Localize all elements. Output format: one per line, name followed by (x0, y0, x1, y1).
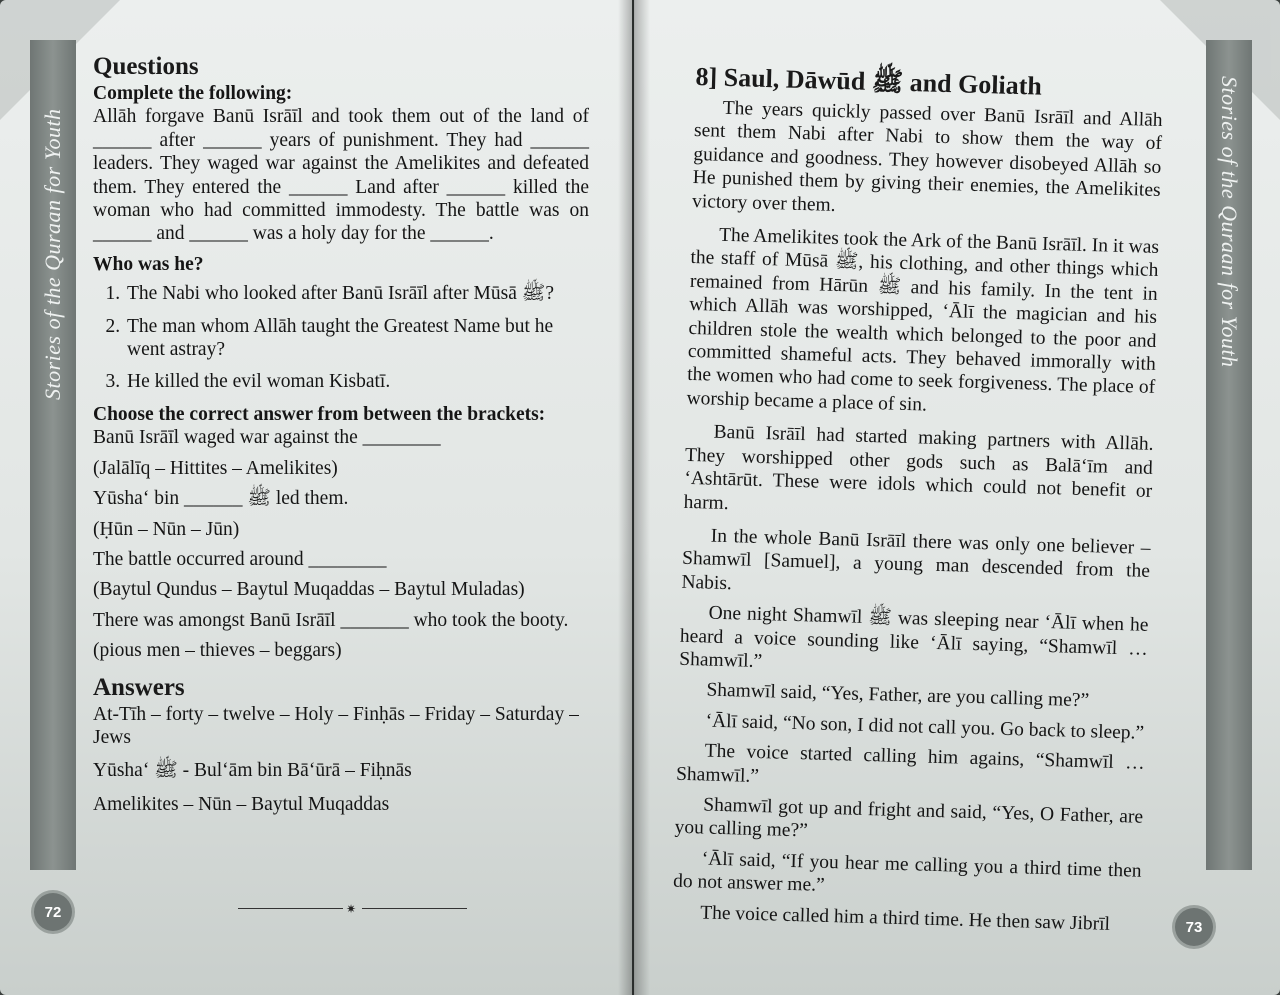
answer-line: At-Tīh – forty – twelve – Holy – Finḥās – Friday – Saturday – Jews (93, 703, 579, 748)
questions-heading: Questions (93, 53, 199, 80)
choose-options: (Jalālīq – Hittites – Amelikites) (93, 457, 338, 479)
page-number-right: 73 (1175, 908, 1213, 946)
side-band-left (30, 40, 76, 870)
paragraph: ‘Ālī said, “No son, I did not call you. Go back to sleep.” (705, 710, 1145, 744)
paragraph: The Amelikites took the Ark of the Banū Isrāīl. In it was the staff of Mūsā ﷺ, his clothing, and other things which remained from Hārūn ﷺ and his family. In the tent in which Allāh was worshipped, ‘Ālī the magician and his children stole the wealth which belonged to the poor and committed shameful acts. They behaved immorally with the women who had come to seek forgiveness. The place of worship became a place of sin. (686, 224, 1160, 416)
answer-line: Yūsha‘ ﷺ - Bul‘ām bin Bā‘ūrā – Fiḥnās (93, 760, 412, 782)
left-page-content (93, 52, 589, 816)
paragraph: In the whole Banū Isrāīl there was only one believer – Shamwīl [Samuel], a young man descended from the Nabis. (681, 525, 1151, 594)
right-page-content (672, 62, 1164, 937)
paragraph: Banū Isrāīl had started making partners with Allāh. They worshipped other gods such as Balā‘īm and ‘Ashtārūt. These were idols which could not benefit or harm. (683, 421, 1154, 514)
who-list (93, 282, 589, 394)
side-band-right (1206, 40, 1252, 870)
paragraph: The voice called him a third time. He then saw Jibrīl (699, 902, 1111, 935)
star-ornament-icon: ✷ (346, 902, 357, 916)
section-divider (238, 903, 474, 915)
book-gutter (618, 0, 650, 995)
running-title: Stories of the Quraan for Youth (1217, 76, 1242, 368)
who-heading: Who was he? (93, 253, 204, 275)
list-item: 1. The Nabi who looked after Banū Isrāīl after Mūsā ﷺ? (125, 282, 589, 305)
paragraph: The years quickly passed over Banū Isrāīl and Allāh sent them Nabi after Nabi to show them the way of guidance and goodness. They however disobeyed Allāh so He punished them by giving their enemies, the Amelikites victory over them. (691, 97, 1163, 216)
paragraph: The voice started calling him agains, “Shamwīl … Shamwīl.” (675, 740, 1145, 787)
complete-text: Allāh forgave Banū Isrāīl and took them out of the land of ______ after ______ years of punishment. They had ______ leaders. They waged war against the Amelikites and defeated them. They entered the ______ Land after ______ killed the woman who had committed immodesty. The battle was on ______ and ______ was a holy day for the ______. (93, 106, 589, 245)
complete-heading: Complete the following: (93, 83, 293, 104)
choose-options: (Baytul Qundus – Baytul Muqaddas – Baytul Muladas) (93, 579, 525, 601)
paragraph: Shamwīl said, “Yes, Father, are you calling me?” (706, 679, 1090, 712)
choose-question: There was amongst Banū Isrāīl _______ who took the booty. (93, 609, 569, 631)
choose-heading: Choose the correct answer from between the brackets: (93, 403, 546, 425)
paragraph: ‘Ālī said, “If you hear me calling you a third time then do not answer me.” (672, 848, 1142, 897)
running-title: Stories of the Quraan for Youth (40, 108, 65, 400)
list-item: 3. He killed the evil woman Kisbatī. (125, 370, 589, 393)
choose-question: Yūsha‘ bin ______ ﷺ led them. (93, 488, 349, 510)
answer-line: Amelikites – Nūn – Baytul Muqaddas (93, 793, 390, 815)
list-item: 2. The man whom Allāh taught the Greatest Name but he went astray? (125, 315, 589, 362)
paragraph: Shamwīl got up and fright and said, “Yes, O Father, are you calling me?” (674, 794, 1144, 842)
page-number-left: 72 (34, 893, 72, 931)
answers-heading: Answers (93, 673, 185, 701)
choose-options: (Ḥūn – Nūn – Jūn) (93, 518, 240, 540)
choose-question: The battle occurred around ________ (93, 548, 387, 570)
chapter-title: 8] Saul, Dāwūd ﷺ and Goliath (695, 62, 1043, 101)
choose-question: Banū Isrāīl waged war against the ________ (93, 427, 441, 449)
choose-options: (pious men – thieves – beggars) (93, 640, 342, 662)
paragraph: One night Shamwīl ﷺ was sleeping near ‘Ālī when he heard a voice sounding like ‘Ālī saying, “Shamwīl … Shamwīl.” (679, 602, 1149, 673)
